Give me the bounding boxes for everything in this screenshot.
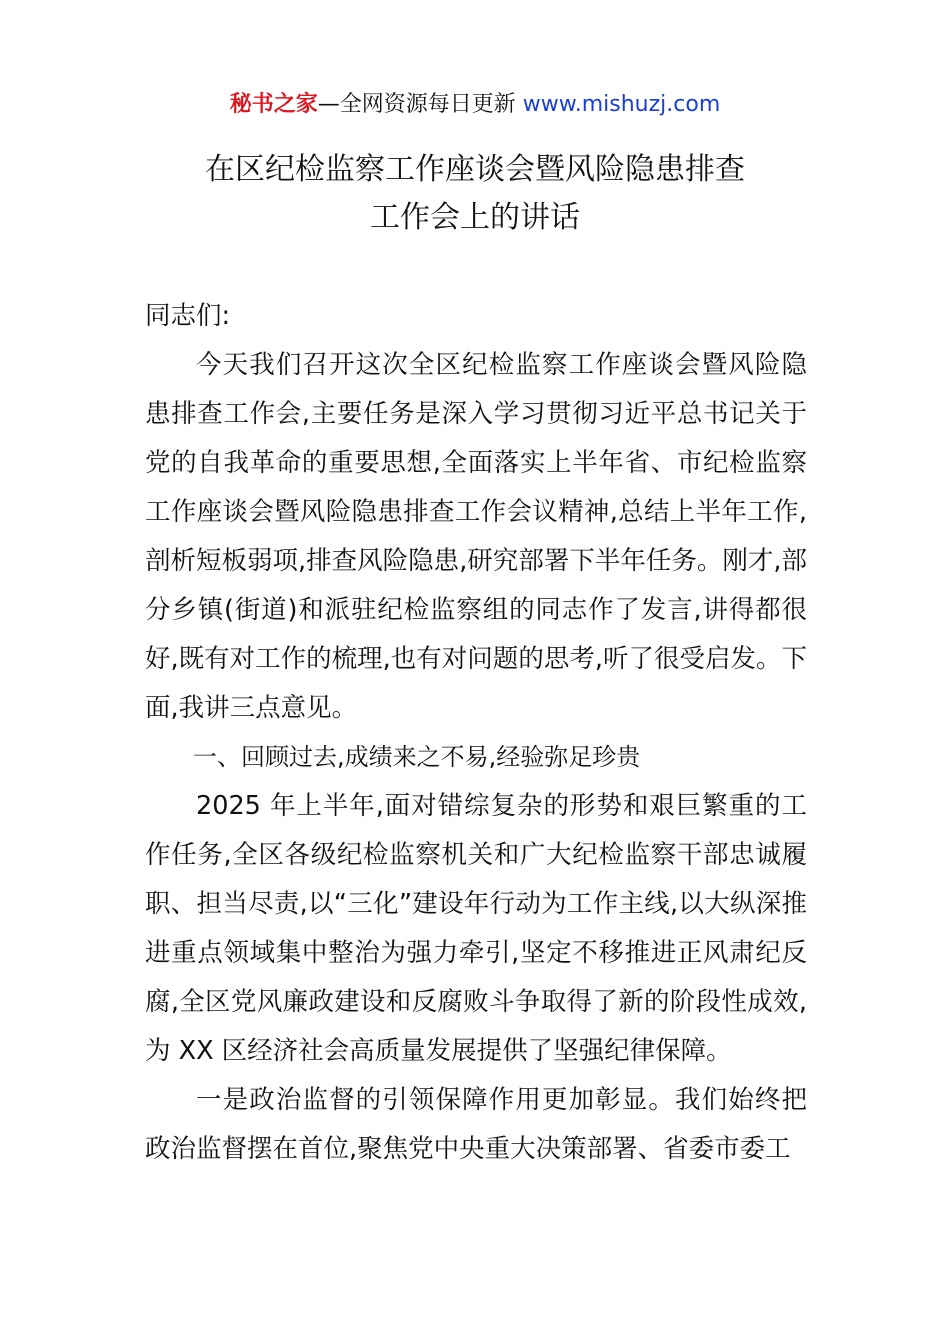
salutation: 同志们: <box>145 301 231 331</box>
paragraph-review: 2025 年上半年,面对错综复杂的形势和艰巨繁重的工作任务,全区各级纪检监察机关和广大纪检监察干部忠诚履职、担当尽责,以“三化”建设年行动为工作主线,以大纵深推进重点领域集中整治为强力牵引,坚定不移推进正风肃纪反腐,全区党风廉政建设和反腐败斗争取得了新的阶段性成效,为 XX 区经济社会高质量发展提供了坚强纪律保障。 <box>145 791 807 1066</box>
document-title <box>0 146 950 242</box>
document-body <box>145 292 807 1174</box>
section-heading-1: 一、回顾过去,成绩来之不易,经验弥足珍贵 <box>193 743 641 771</box>
paragraph-political-supervision: 一是政治监督的引领保障作用更加彰显。我们始终把政治监督摆在首位,聚焦党中央重大决策部署、省委市委工 <box>145 1085 807 1164</box>
site-url-link[interactable]: www.mishuzj.com <box>522 92 721 117</box>
title-line-2: 工作会上的讲话 <box>370 200 580 235</box>
site-brand: 秘书之家 <box>229 92 318 117</box>
site-tagline: —全网资源每日更新 <box>317 92 523 117</box>
site-header <box>0 88 950 122</box>
title-line-1: 在区纪检监察工作座谈会暨风险隐患排查 <box>205 152 745 187</box>
paragraph-intro: 今天我们召开这次全区纪检监察工作座谈会暨风险隐患排查工作会,主要任务是深入学习贯彻习近平总书记关于党的自我革命的重要思想,全面落实上半年省、市纪检监察工作座谈会暨风险隐患排查工作会议精神,总结上半年工作,剖析短板弱项,排查风险隐患,研究部署下半年任务。刚才,部分乡镇(街道)和派驻纪检监察组的同志作了发言,讲得都很好,既有对工作的梳理,也有对问题的思考,听了很受启发。下面,我讲三点意见。 <box>145 350 807 723</box>
